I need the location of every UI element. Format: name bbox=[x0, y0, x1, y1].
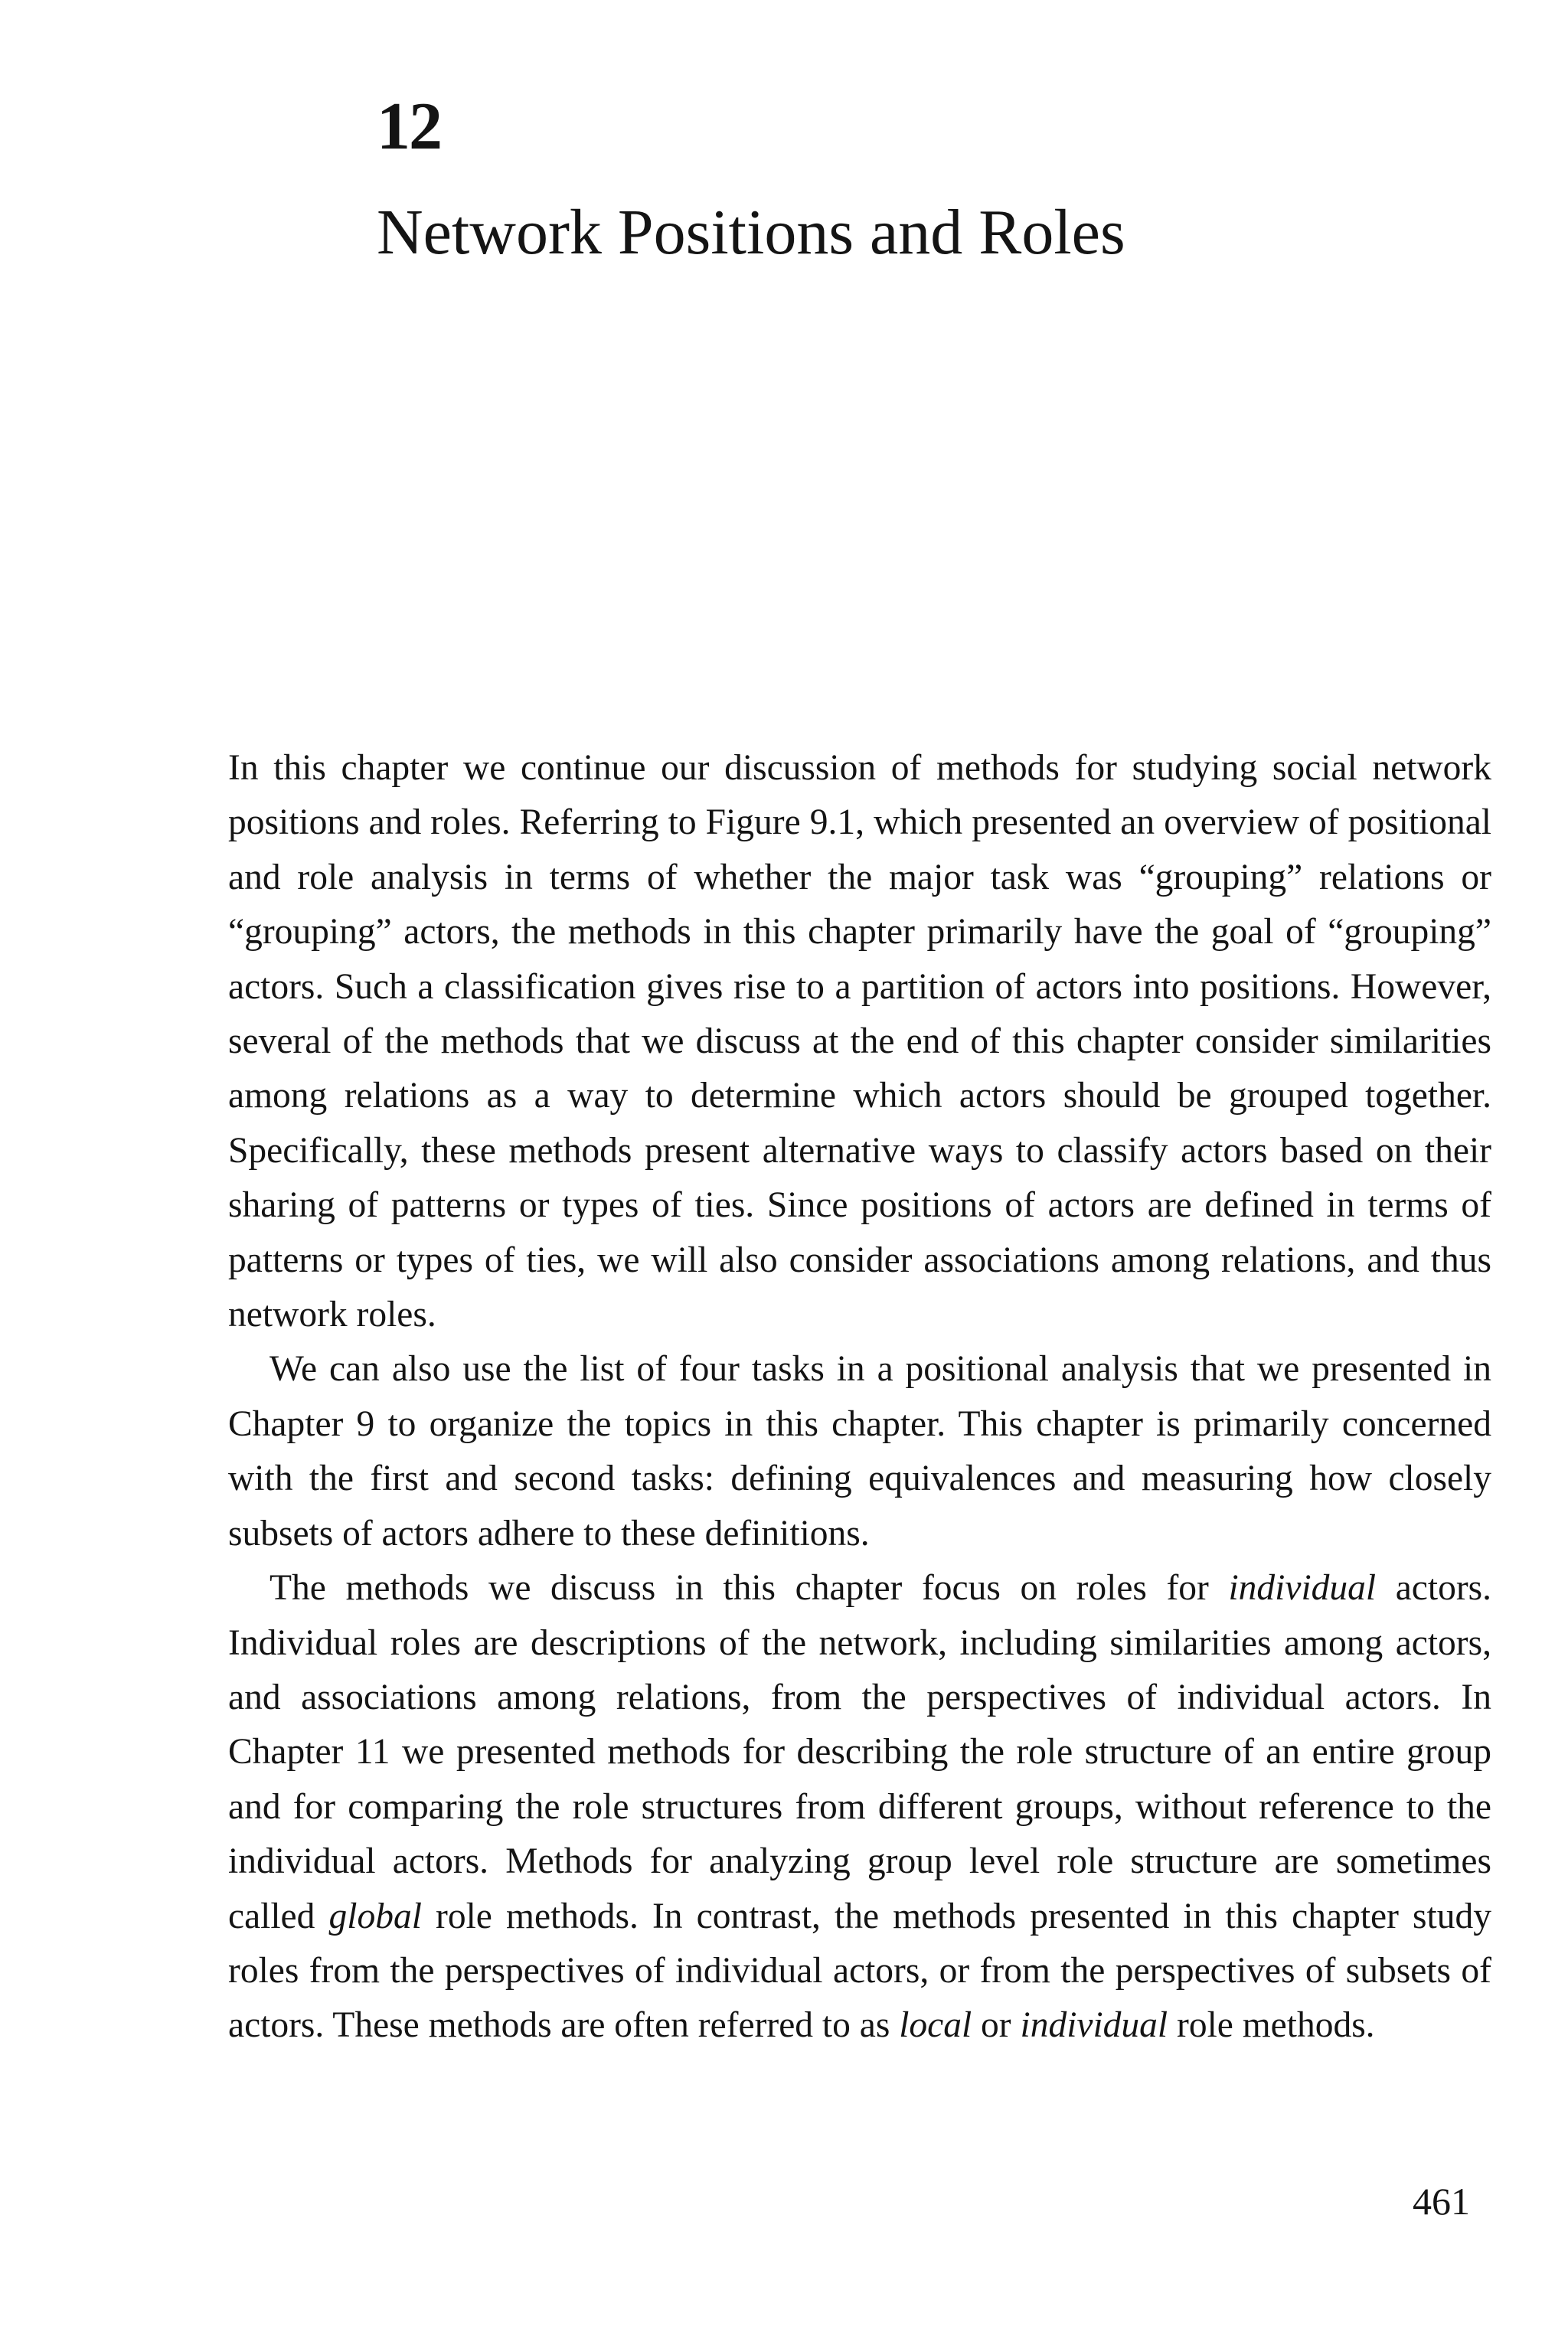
paragraph-3-text: or bbox=[972, 2005, 1021, 2046]
paragraph-3-emphasis-local: local bbox=[899, 2005, 972, 2046]
paragraph-3-emphasis-individual: individual bbox=[1228, 1568, 1377, 1609]
paragraph-3-text: actors. Individual roles are descriptions of the network, including similarities among actors, and associations among relations, from the perspectives of individual actors. In Chapter 11 we presented methods for describing the role structure of an entire group and for comparing the role structures from different groups, without reference to the individual actors. Methods for analyzing group level role structure are sometimes called bbox=[228, 1568, 1492, 1936]
chapter-title: Network Positions and Roles bbox=[377, 197, 1125, 268]
chapter-number: 12 bbox=[377, 90, 441, 164]
paragraph-1 bbox=[228, 741, 1491, 1342]
paragraph-3-emphasis-individual: individual bbox=[1020, 2005, 1168, 2046]
paragraph-3-text: role methods. bbox=[1168, 2005, 1375, 2046]
paragraph-3 bbox=[228, 1561, 1491, 2053]
paragraph-2 bbox=[228, 1342, 1491, 1561]
paragraph-3-text: role methods. In contrast, the methods presented in this chapter study roles from the perspectives of individual actors, or from the perspectives of subsets of actors. These methods are often referred to as bbox=[228, 1896, 1491, 2046]
body-text bbox=[228, 741, 1491, 2053]
paragraph-3-emphasis-global: global bbox=[328, 1896, 422, 1936]
paragraph-2-text: We can also use the list of four tasks in a positional analysis that we presented in Chapter 9 to organize the topics in this chapter. This chapter is primarily concerned with the first and second tasks: defining equivalences and measuring how closely subsets of actors adhere to these definitions. bbox=[228, 1349, 1491, 1554]
paragraph-1-text: In this chapter we continue our discussion of methods for studying social network positions and roles. Referring to Figure 9.1, which presented an overview of positional and role analysis in terms of whether the major task was “grouping” relations or “grouping” actors, the methods in this chapter primarily have the goal of “grouping” actors. Such a classification gives rise to a partition of actors into positions. However, several of the methods that we discuss at the end of this chapter consider similarities among relations as a way to determine which actors should be grouped together. Specifically, these methods present alternative ways to classify actors based on their sharing of patterns or types of ties. Since positions of actors are defined in terms of patterns or types of ties, we will also consider associations among relations, and thus network roles. bbox=[228, 748, 1491, 1335]
page-number: 461 bbox=[1413, 2180, 1470, 2223]
paragraph-3-text: The methods we discuss in this chapter focus on roles for bbox=[270, 1568, 1229, 1609]
